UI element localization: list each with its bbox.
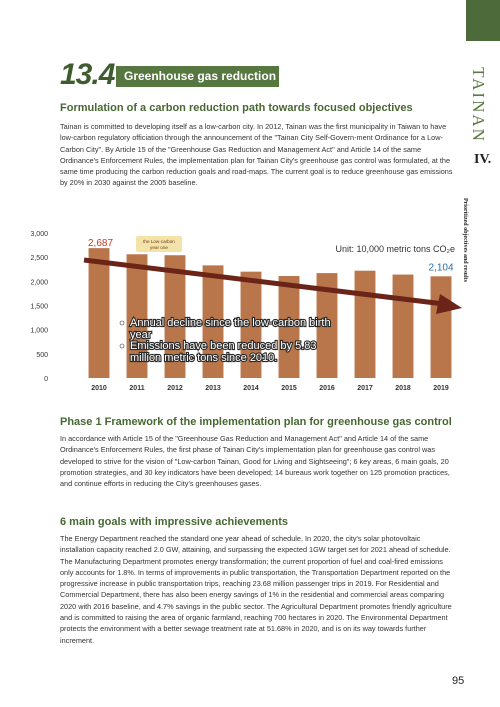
bullet-dot [120,321,124,325]
y-tick-label: 1,500 [30,303,48,311]
x-tick-label: 2012 [167,385,183,392]
x-tick-label: 2018 [395,385,411,392]
x-tick-label: 2019 [433,385,449,392]
sidebar-chapter-numeral: IV. [474,152,492,167]
bar-2017 [355,271,376,378]
y-tick-label: 3,000 [30,231,48,238]
paragraph-intro: Tainan is committed to developing itself as a low-carbon city. In 2012, Tainan was the first municipality in Taiwan to have low-carbon regulatory officiation through the announcement of the "Tainan City Self-Govern-ment Ordinance for a Low-Carbon City". By Article 15 of the "Greenhouse Gas Reduction and Management Act" and Article 14 of the same Ordinance's Enforcement Rules, the implementation plan for Tainan City's greenhouse gas control was formulated, at the same time producing the carbon reduction goals and road-maps. The current goal is to reduce greenhouse gas emissions by 20% in 2030 against the 2005 baseline. [60,122,453,188]
heading-carbon-path: Formulation of a carbon reduction path towards focused objectives [60,102,413,114]
bar-2019 [431,276,452,378]
bullet-dot [120,344,124,348]
x-tick-label: 2011 [129,385,145,392]
heading-six-goals: 6 main goals with impressive achievements [60,516,289,528]
bar-2010 [89,248,110,378]
sidebar-brand [470,60,498,150]
x-tick-label: 2010 [91,385,107,392]
callout-text-line-1: the Low-carbon [143,239,175,244]
emissions-chart [30,228,470,403]
y-tick-label: 1,000 [30,327,48,335]
x-tick-label: 2015 [281,385,297,392]
y-tick-label: 500 [36,351,48,359]
section-number: 13.4 [60,58,115,91]
sidebar-tab [466,0,500,41]
page-number: 95 [452,675,465,687]
x-tick-label: 2014 [243,385,259,392]
sidebar-chapter-subtitle [462,197,496,283]
chart-y-ticks [30,231,48,383]
bar-2018 [393,275,414,378]
x-tick-label: 2016 [319,385,335,392]
bullet-text-line-1: Emissions have been reduced by 5.83 [130,340,317,352]
bullet-text [130,317,331,341]
section-title: Greenhouse gas reduction [116,66,279,87]
paragraph-phase1: In accordance with Article 15 of the "Greenhouse Gas Reduction and Management Act" and Article 14 of the same Ordinance's Enforcement Rules, the first phase of Tainan City's implementation plan for greenhouse gas control was developed to strive for the vision of "Low-carbon Tainan, Good for Living and Sightseeing"; 6 key areas, 6 main goals, 20 promotion strategies, and 30 key indicators have been developed; 14 bureaus work together on 125 promotion practices, and continue efforts in reducing the City's greenhouses gases. [60,434,450,489]
unit-label: Unit: 10,000 metric tons CO₂e [335,244,455,254]
heading-phase1: Phase 1 Framework of the implementation plan for greenhouse gas control [60,416,452,428]
x-tick-label: 2017 [357,385,373,392]
first-value-label: 2,687 [88,238,114,250]
x-tick-label: 2013 [205,385,221,392]
y-tick-label: 0 [44,376,48,383]
callout-text-line-2: year one [150,245,168,250]
paragraph-six-goals: The Energy Department reached the standard one year ahead of schedule. In 2020, the city's solar photovoltaic installation capacity reached 2.0 GW, attaining, and surpassing the expected 1GW target set for 2021 ahead of schedule. The Manufacturing Department promotes energy transformation; the current proportion of fuel and coal-fired emissions only accounts for 1.8%. In terms of improvements in public transportation, the Transportation Department reported on the progressive increase in public transportation trips, reaching 23.68 million passenger trips in 2019. For Residential and Commercial Department, there has also been energy savings of 1% in the residential and commercial areas comparing 2020 with 2016 baseline, and 4.7% savings in the public sector. The Agricultural Department promotes friendly agriculture and is committed to raising the area of organic farmland, reaching 700 hectares in 2020. The Environmental Department protects the environment with a better sewage treatment rate at 51.68% in 2020, and is on its way towards further increment. [60,534,452,645]
bullet-text-line-2: year [130,329,152,341]
sidebar-brand-text: TAINAN [468,67,488,143]
chart-x-ticks [91,385,449,392]
y-tick-label: 2,500 [30,255,48,263]
y-tick-label: 2,000 [30,279,48,287]
last-value-label: 2,104 [428,262,454,274]
sidebar-subtitle-text: Prioritized objectives and results [462,197,469,283]
bullet-text-line-1: Annual decline since the low-carbon birth [130,317,331,329]
bullet-text-line-2: million metric tons since 2010. [130,352,278,364]
